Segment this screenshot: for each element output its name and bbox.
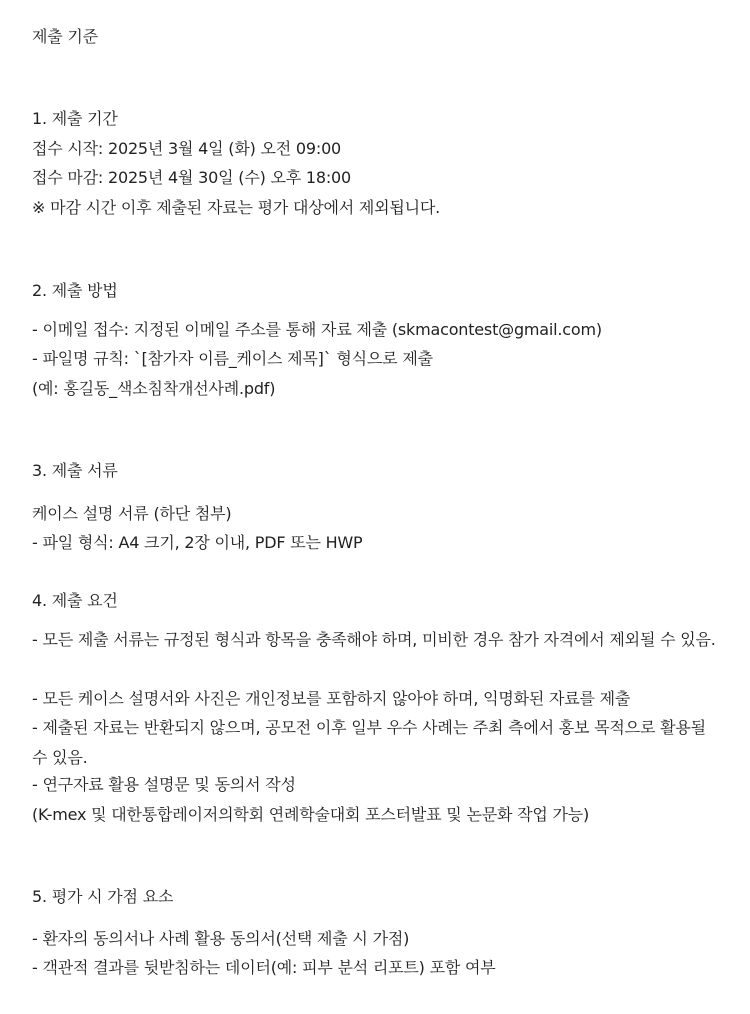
section-5-heading: 5. 평가 시 가점 요소 (32, 887, 174, 906)
requirement-4: - 연구자료 활용 설명문 및 동의서 작성 (32, 775, 296, 794)
section-1-heading: 1. 제출 기간 (32, 109, 118, 128)
document-title: 제출 기준 (32, 27, 98, 46)
requirement-5: (K-mex 및 대한통합레이저의학회 연례학술대회 포스터발표 및 논문화 작업 가능) (32, 805, 590, 824)
submission-deadline: 접수 마감: 2025년 4월 30일 (수) 오후 18:00 (32, 168, 352, 187)
requirement-3: - 제출된 자료는 반환되지 않으며, 공모전 이후 일부 우수 사례는 주최 측에서 홍보 목적으로 활용될 수 있음. (32, 718, 706, 767)
submission-start: 접수 시작: 2025년 3월 4일 (화) 오전 09:00 (32, 139, 342, 158)
requirement-2: - 모든 케이스 설명서와 사진은 개인정보를 포함하지 않아야 하며, 익명화된 자료를 제출 (32, 689, 631, 708)
section-2-heading: 2. 제출 방법 (32, 281, 118, 300)
filename-example: (예: 홍길동_색소침착개선사례.pdf) (32, 379, 276, 398)
filename-rule: - 파일명 규칙: `[참가자 이름_케이스 제목]` 형식으로 제출 (32, 349, 433, 368)
section-3-heading: 3. 제출 서류 (32, 461, 118, 480)
file-format: - 파일 형식: A4 크기, 2장 이내, PDF 또는 HWP (32, 533, 363, 552)
bonus-item-1: - 환자의 동의서나 사례 활용 동의서(선택 제출 시 가점) (32, 929, 410, 948)
case-document: 케이스 설명 서류 (하단 첨부) (32, 504, 232, 523)
requirement-1: - 모든 제출 서류는 규정된 형식과 항목을 충족해야 하며, 미비한 경우 참가 자격에서 제외될 수 있음. (32, 630, 716, 649)
email-submission: - 이메일 접수: 지정된 이메일 주소를 통해 자료 제출 (skmacontest@gmail.com) (32, 320, 602, 339)
bonus-item-2: - 객관적 결과를 뒷받침하는 데이터(예: 피부 분석 리포트) 포함 여부 (32, 958, 496, 977)
section-4-heading: 4. 제출 요건 (32, 591, 118, 610)
deadline-note: ※ 마감 시간 이후 제출된 자료는 평가 대상에서 제외됩니다. (32, 198, 441, 217)
